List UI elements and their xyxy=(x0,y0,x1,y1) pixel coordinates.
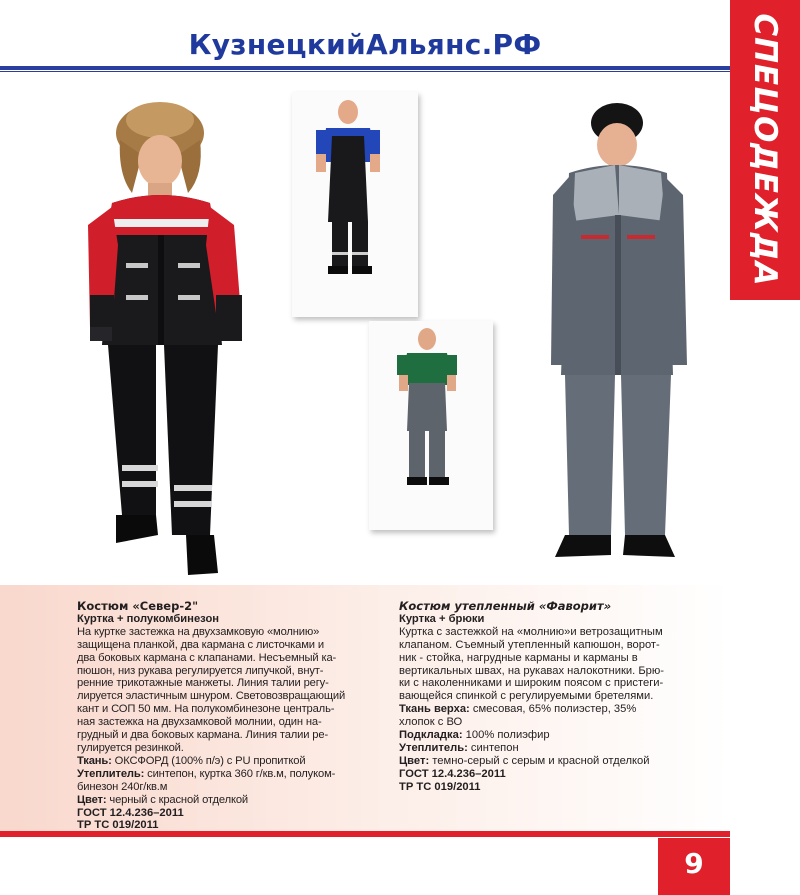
product-subtitle: Куртка + полукомбинезон xyxy=(77,612,220,625)
product-description: Куртка с застежкой на «молнию»и ветрозащитным клапаном. Съемный утепленный капюшон, ворот- ник - стойка, нагрудные карманы и карманы в вертикальных швах, на рукавах налокотники. Брю- ки с наколенниками и широким поясом с пристеги- вающейся спинкой с регулируемыми бретелями. xyxy=(399,625,665,703)
product-photo-overalls xyxy=(292,92,418,317)
spec-value: 100% полиэфир xyxy=(462,729,550,742)
product-photo-trousers xyxy=(369,321,493,530)
spec-value: синтепон, куртка 360 г/кв.м, полуком- бинезон 240г/кв.м xyxy=(77,767,336,793)
standard-tr-ts: ТР ТС 019/2011 xyxy=(399,780,481,793)
product-subtitle: Куртка + брюки xyxy=(399,612,485,625)
product-photo-sever-2 xyxy=(60,95,300,585)
standard-gost: ГОСТ 12.4.236–2011 xyxy=(399,767,506,780)
spec-insulation xyxy=(77,768,397,794)
spec-value: ОКСФОРД (100% п/э) с PU пропиткой xyxy=(111,754,306,767)
spec-fabric xyxy=(77,755,397,768)
spec-insulation xyxy=(399,742,699,755)
spec-value: смесовая, 65% полиэстер, 35% хлопок с ВО xyxy=(399,703,637,729)
spec-value: черный с красной отделкой xyxy=(106,793,249,806)
product-card-sever-2 xyxy=(77,600,397,832)
standard-gost: ГОСТ 12.4.236–2011 xyxy=(77,806,184,819)
section-tab xyxy=(730,0,800,300)
spec-value: темно-серый с серым и красной отделкой xyxy=(429,754,650,767)
spec-label: Цвет: xyxy=(399,754,430,767)
spec-label: Ткань: xyxy=(77,754,112,767)
spec-label: Ткань верха: xyxy=(399,703,470,716)
footer-divider xyxy=(0,831,730,837)
product-card-favorit xyxy=(399,600,699,794)
spec-label: Утеплитель: xyxy=(399,741,468,754)
site-title: КузнецкийАльянс.РФ xyxy=(188,28,542,61)
spec-label: Утеплитель: xyxy=(77,767,145,780)
page-number: 9 xyxy=(684,846,704,880)
spec-outer-fabric xyxy=(399,703,699,729)
product-title: Костюм «Север-2" xyxy=(77,599,199,613)
standard-tr-ts: ТР ТС 019/2011 xyxy=(77,819,159,832)
spec-color xyxy=(77,794,397,807)
spec-label: Цвет: xyxy=(77,793,107,806)
header-divider xyxy=(0,66,730,70)
spec-color xyxy=(399,755,699,768)
spec-value: синтепон xyxy=(467,741,519,754)
product-title: Костюм утепленный «Фаворит» xyxy=(399,599,612,613)
spec-label: Подкладка: xyxy=(399,729,463,742)
product-description: На куртке застежка на двухзамковую «молнию» защищена планкой, два кармана с листочками и два боковых кармана с клапанами. Несъемный ка- пюшон, низ рукава регулируется липучкой, внут- ренние трикотажные манжеты. Линия талии регу- лируется эластичным шнуром. Световозвращающий кант и СОП 50 мм. На полукомбинезоне централь- ная застежка на двухзамковой молнии, один на- грудный и два боковых кармана. Линия талии ре- гулируется резинкой. xyxy=(77,625,346,754)
spec-lining xyxy=(399,729,699,742)
header-divider-thin xyxy=(0,71,730,72)
product-photo-favorit xyxy=(515,95,725,575)
section-tab-label: СПЕЦОДЕЖДА xyxy=(747,13,783,287)
